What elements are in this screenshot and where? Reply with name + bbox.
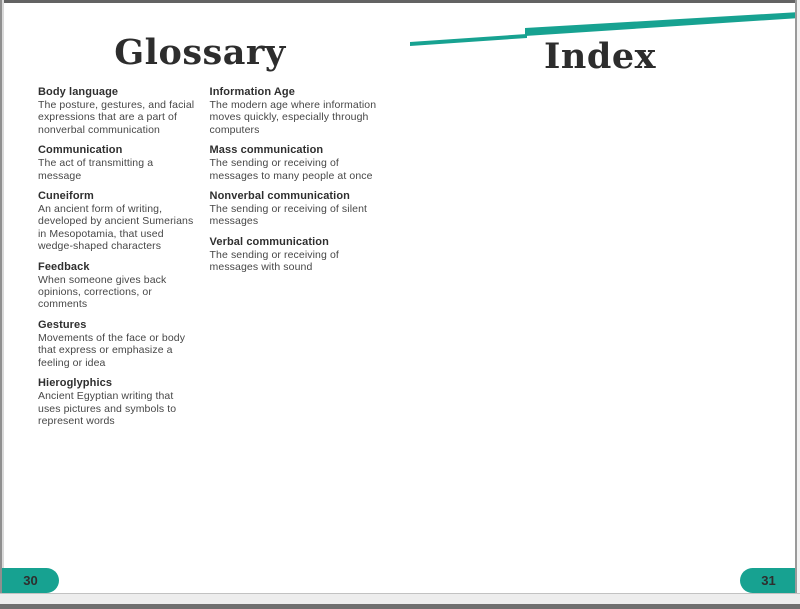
index-title: Index (544, 36, 656, 77)
page-number-right: 31 (740, 568, 797, 593)
glossary-column-1 (38, 86, 197, 435)
glossary-definition: The act of transmitting a message (38, 157, 154, 182)
glossary-term: Information Age (209, 86, 295, 98)
glossary-title: Glossary (114, 32, 286, 73)
glossary-entry (38, 377, 197, 427)
glossary-term: Communication (38, 144, 123, 157)
glossary-definition: The sending or receiving of silent messages (209, 203, 368, 228)
glossary-definition: The modern age where information moves quickly, especially through computers (209, 99, 377, 136)
glossary-term: Mass communication (209, 144, 324, 157)
glossary-entry (38, 190, 197, 253)
glossary-column-2 (210, 86, 378, 435)
glossary-definition: The posture, gestures, and facial expressions that are a part of nonverbal communication (38, 99, 195, 136)
glossary-definition: An ancient form of writing, developed by ancient Sumerians in Mesopotamia, that used wedge-shaped characters (38, 203, 194, 253)
glossary-entry (38, 86, 197, 136)
glossary-definition: Movements of the face or body that express or emphasize a feeling or idea (38, 331, 186, 369)
glossary-columns (38, 86, 378, 435)
glossary-term: Body language (38, 86, 119, 98)
glossary-entry (210, 190, 378, 228)
glossary-entry (210, 86, 378, 136)
page-bottom-paper-edge (0, 594, 800, 604)
glossary-term: Cuneiform (38, 190, 94, 203)
glossary-term: Hieroglyphics (38, 377, 113, 390)
glossary-entry (38, 319, 197, 369)
glossary-term: Feedback (38, 260, 90, 273)
glossary-term: Nonverbal communication (209, 190, 350, 203)
glossary-term: Gestures (38, 318, 87, 331)
book-bottom-edge (0, 604, 800, 609)
glossary-entry (38, 261, 197, 311)
glossary-definition: Ancient Egyptian writing that uses pictures and symbols to represent words (38, 390, 177, 427)
glossary-page (0, 0, 400, 604)
glossary-definition: The sending or receiving of messages to many people at once (209, 157, 373, 182)
glossary-entry (38, 144, 197, 182)
glossary-definition: The sending or receiving of messages with sound (209, 248, 339, 274)
glossary-definition: When someone gives back opinions, corrections, or comments (38, 273, 167, 311)
glossary-entry (210, 144, 378, 182)
index-page (400, 0, 800, 604)
glossary-entry (210, 236, 378, 274)
page-number-left: 30 (2, 568, 59, 593)
glossary-term: Verbal communication (209, 235, 329, 248)
